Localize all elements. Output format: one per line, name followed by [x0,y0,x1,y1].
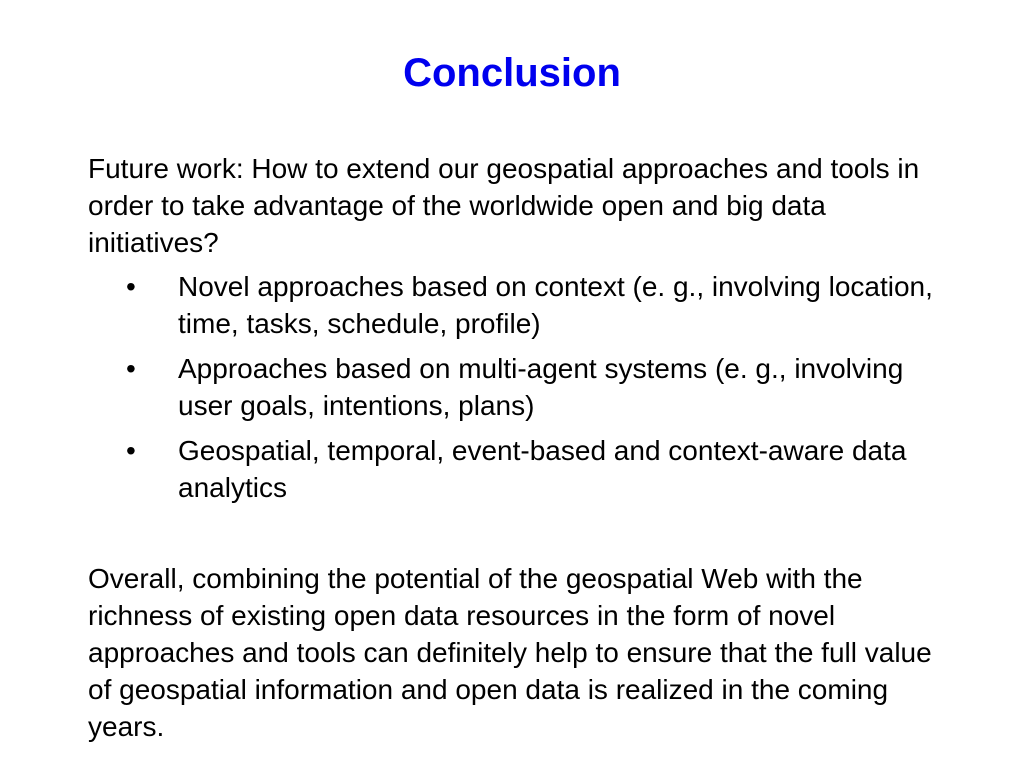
bullet-item [126,268,946,342]
closing-paragraph: Overall, combining the potential of the geospatial Web with the richness of existing open data resources in the form of novel approaches and tools can definitely help to ensure that the full value of geospatial information and open data is realized in the coming years. [88,563,932,742]
bullet-icon: • [126,435,136,466]
bullet-item [126,350,946,424]
slide-title: Conclusion [403,51,621,95]
bullet-item [126,432,946,506]
intro-paragraph: Future work: How to extend our geospatial approaches and tools in order to take advantage of the worldwide open and big data initiatives? [88,153,920,258]
bullet-icon: • [126,353,136,384]
bullet-text: Novel approaches based on context (e. g., involving location, time, tasks, schedule, profile) [178,271,933,339]
bullet-text: Geospatial, temporal, event-based and context-aware data analytics [178,435,907,503]
bullet-icon: • [126,271,136,302]
bullet-text: Approaches based on multi-agent systems (e. g., involving user goals, intentions, plans) [178,353,904,421]
bullet-list [126,268,946,514]
